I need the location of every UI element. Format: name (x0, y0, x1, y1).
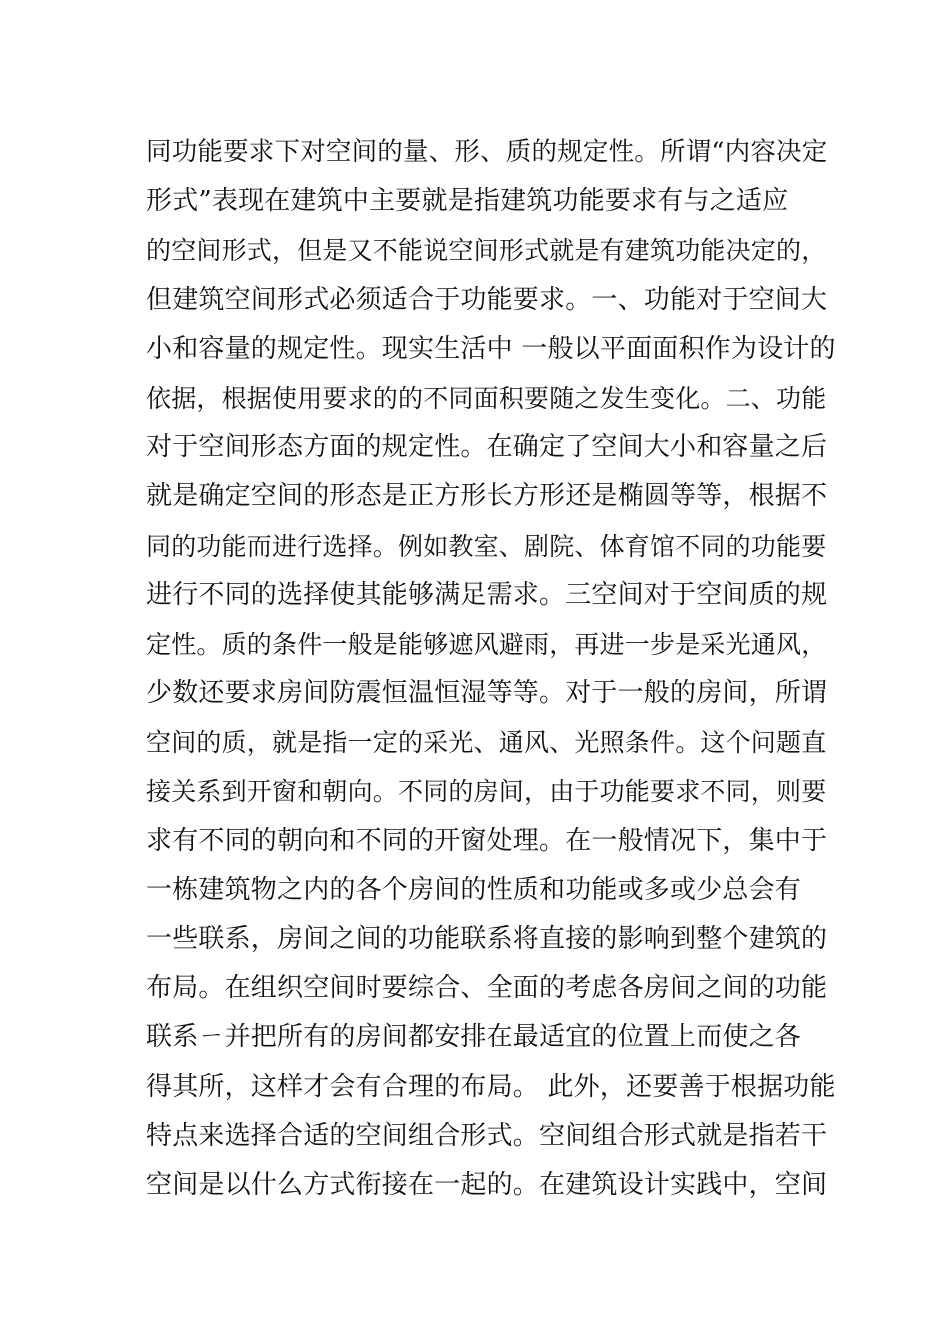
text-line: 布局。在组织空间时要综合、全面的考虑各房间之间的功能 (146, 973, 828, 1004)
text-line: 同的功能而进行选择。例如教室、剧院、体育馆不同的功能要 (146, 531, 827, 561)
text-line: 一些联系，房间之间的功能联系将直接的影响到整个建筑的 (146, 924, 828, 954)
text-line: 空间的质，就是指一定的采光、通风、光照条件。这个问题直 (146, 728, 827, 758)
text-line: 特点来选择合适的空间组合形式。空间组合形式就是指若干 (146, 1120, 828, 1151)
text-line: 对于空间形态方面的规定性。在确定了空间大小和容量之后 (146, 432, 828, 463)
text-line: 小和容量的规定性。现实生活中 一般以平面面积作为设计的 (146, 333, 836, 364)
text-line: 联系ㄧ并把所有的房间都安排在最适宜的位置上而使之各 (146, 1022, 802, 1053)
text-line: 的空间形式，但是又不能说空间形式就是有建筑功能决定的， (146, 236, 827, 266)
text-line: 同功能要求下对空间的量、形、质的规定性。所谓“内容决定 (146, 137, 828, 167)
text-line: 得其所，这样才会有合理的布局。 此外，还要善于根据功能 (146, 1071, 836, 1102)
text-line: 就是确定空间的形态是正方形长方形还是椭圆等等，根据不 (146, 481, 828, 512)
text-line: 接关系到开窗和朝向。不同的房间，由于功能要求不同，则要 (146, 777, 827, 807)
text-line: 求有不同的朝向和不同的开窗处理。在一般情况下，集中于 (146, 825, 828, 856)
body-text (146, 128, 836, 1210)
text-line: 少数还要求房间防震恒温恒湿等等。对于一般的房间，所谓 (146, 678, 828, 709)
text-line: 但建筑空间形式必须适合于功能要求。一、功能对于空间大 (146, 284, 828, 315)
text-line: 进行不同的选择使其能够满足需求。三空间对于空间质的规 (146, 579, 828, 610)
text-line: 定性。质的条件一般是能够遮风避雨，再进一步是采光通风， (146, 629, 827, 659)
text-line: 形式”表现在建筑中主要就是指建筑功能要求有与之适应 (146, 186, 789, 217)
text-line: 依据，根据使用要求的的不同面积要随之发生变化。二、功能 (146, 383, 827, 413)
text-line: 一栋建筑物之内的各个房间的性质和功能或多或少总会有 (146, 874, 802, 905)
text-line: 空间是以什么方式衔接在一起的。在建筑设计实践中，空间 (146, 1169, 828, 1200)
